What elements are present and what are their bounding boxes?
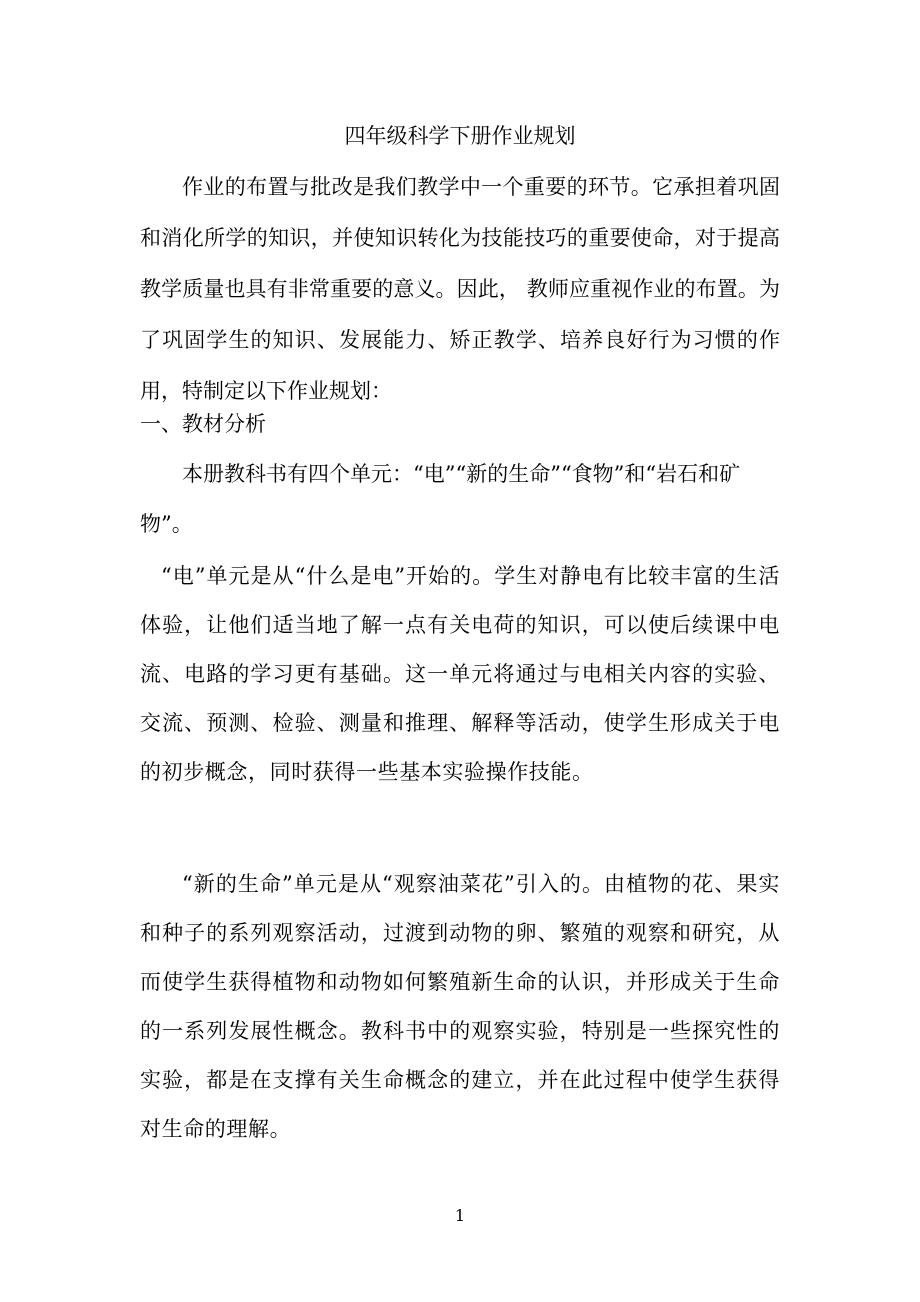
electric-unit-paragraph: “电”单元是从“什么是电”开始的。学生对静电有比较丰富的生活体验，让他们适当地了解一点有关电荷的知识，可以使后续课中电流、电路的学习更有基础。这一单元将通过与电相关内容的实验、交流、预测、检验、测量和推理、解释等活动，使学生形成关于电的初步概念，同时获得一些基本实验操作技能。 xyxy=(140,564,780,784)
life-unit-paragraph: “新的生命”单元是从“观察油菜花”引入的。由植物的花、果实和种子的系列观察活动，过渡到动物的卵、繁殖的观察和研究，从而使学生获得植物和动物如何繁殖新生命的认识，并形成关于生命的一系列发展性概念。教科书中的观察实验，特别是一些探究性的实验，都是在支撑有关生命概念的建立，并在此过程中使学生获得对生命的理解。 xyxy=(140,872,780,1141)
section-heading: 一、教材分析 xyxy=(140,412,266,436)
document-title: 四年级科学下册作业规划 xyxy=(344,124,576,148)
unit-overview-paragraph: 本册教科书有四个单元：“电”“新的生命”“食物”和“岩石和矿物”。 xyxy=(140,462,741,536)
intro-paragraph: 作业的布置与批改是我们教学中一个重要的环节。它承担着巩固和消化所学的知识，并使知识转化为技能技巧的重要使命，对于提高教学质量也具有非常重要的意义。因此， 教师应重视作业的布置。为了巩固学生的知识、发展能力、矫正教学、培养良好行为习惯的作用，特制定以下作业规划： xyxy=(140,175,780,403)
page-number: 1 xyxy=(454,1206,466,1225)
